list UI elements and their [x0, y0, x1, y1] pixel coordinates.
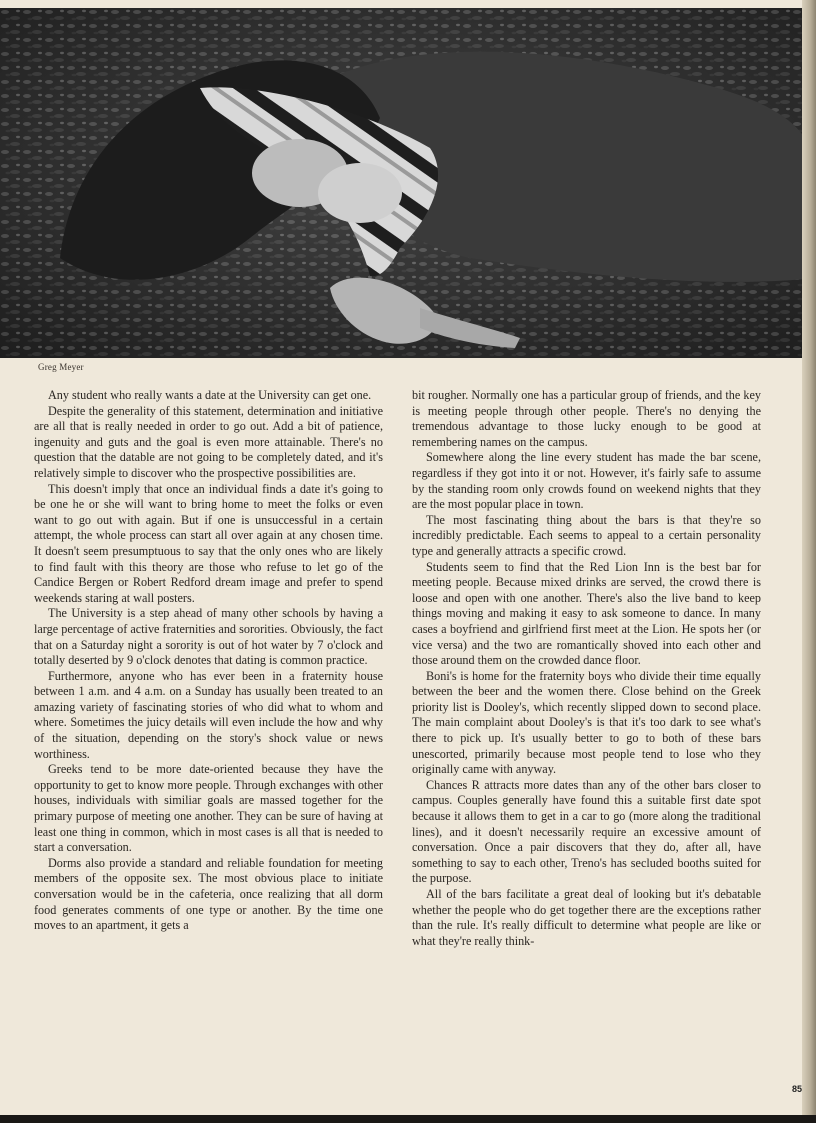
article-column-left	[34, 388, 383, 934]
paragraph: Despite the generality of this statement, determination and initiative are all that is really needed in order to go out. Add a bit of patience, ingenuity and guts and the goal is even more attainable. There's no question that the datable are not going to be completely dated, and it's relatively simple to discover who the prospective possibilities are.	[34, 403, 383, 480]
paragraph: Dorms also provide a standard and reliable foundation for meeting members of the opposite sex. The most obvious place to initiate conversation would be in the cafeteria, once realizing that all dorm food generates comments of one type or another. By the time one moves to an apartment, it gets a	[34, 855, 383, 933]
page-edge-shadow	[802, 0, 816, 1123]
page-number: 85	[792, 1084, 803, 1094]
paragraph: The University is a step ahead of many other schools by having a large percentage of active fraternities and sororities. Obviously, the fact that on a Saturday night a sorority is out of hot water by 7 o'clock and totally deserted by 9 o'clock denotes that dating is common practice.	[34, 606, 383, 668]
page-bottom-edge	[0, 1115, 816, 1123]
paragraph: Boni's is home for the fraternity boys who divide their time equally between the beer and the women there. Close behind on the Greek priority list is Dooley's, which recently slipped down to second place. The main complaint about Dooley's is that it's too dark to see what's there to pick up. It's usually better to go to both of these bars unescorted, primarily because most people tend to lose who they originally came with anyway.	[412, 668, 761, 777]
paragraph: Chances R attracts more dates than any of the other bars closer to campus. Couples generally have found this a suitable first date spot because it allows them to get in a car to go (more along the traditional lines), and it doesn't necessarily require an excessive amount of conversation. Once a pair discovers that they do, after all, have something to say to each other, Treno's has secluded booths suited for the purpose.	[412, 777, 761, 886]
paragraph: bit rougher. Normally one has a particular group of friends, and the key is meeting people through other people. There's no denying the tremendous advantage to those lucky enough to be good at remembering names on the campus.	[412, 388, 761, 449]
paragraph: Any student who really wants a date at the University can get one.	[48, 388, 372, 402]
paragraph: All of the bars facilitate a great deal of looking but it's debatable whether the people who do get together there are the exceptions rather than the rule. It's really difficult to determine what people are like or what they're really think-	[412, 887, 761, 948]
article-column-right	[412, 388, 761, 949]
paragraph: The most fascinating thing about the bars is that they're so incredibly predictable. Each seems to appeal to a certain personality type and generally attracts a specific crowd.	[412, 512, 761, 558]
photo-credit: Greg Meyer	[38, 362, 84, 372]
paragraph: Furthermore, anyone who has ever been in a fraternity house between 1 a.m. and 4 a.m. on a Sunday has usually been treated to an amazing variety of fascinating stories of who did what to whom and where. Sometimes the juicy details will even include the how and why of the situation, depending on the story's shock value or news worthiness.	[34, 668, 383, 761]
paragraph: Students seem to find that the Red Lion Inn is the best bar for meeting people. Because mixed drinks are served, the crowd there is loose and open with one another. There's also the live band to keep things moving and making it easy to ask someone to dance. In many cases a boyfriend and girlfriend first meet at the Lion. He spots her (or vice versa) and the two are romantically shoved into each other and those around them on the crowded dance floor.	[412, 559, 761, 668]
paragraph: Greeks tend to be more date-oriented because they have the opportunity to get to know more people. Through exchanges with other houses, individuals with similiar goals are massed together for the primary purpose of meeting one another. They can be sure of having at least one thing in common, which in most cases is all that is needed to start a conversation.	[34, 762, 383, 855]
paragraph: Somewhere along the line every student has made the bar scene, regardless if they got into it or not. However, it's fairly safe to assume by the standing room only crowds found on weekend nights that they are the most popular place in town.	[412, 450, 761, 512]
couple-photo	[0, 8, 816, 358]
paragraph: This doesn't imply that once an individual finds a date it's going to be one he or she will want to bring home to meet the folks or even want to go out with again. But if one is unsuccessful in a certain attempt, the whole process can start all over again at any chosen time. It doesn't seem presumptuous to say that the only ones who are likely to find fault with this theory are those who refuse to let go of the Candice Bergen or Robert Redford dream image and prefer to spend weekends staring at wall posters.	[34, 481, 383, 605]
